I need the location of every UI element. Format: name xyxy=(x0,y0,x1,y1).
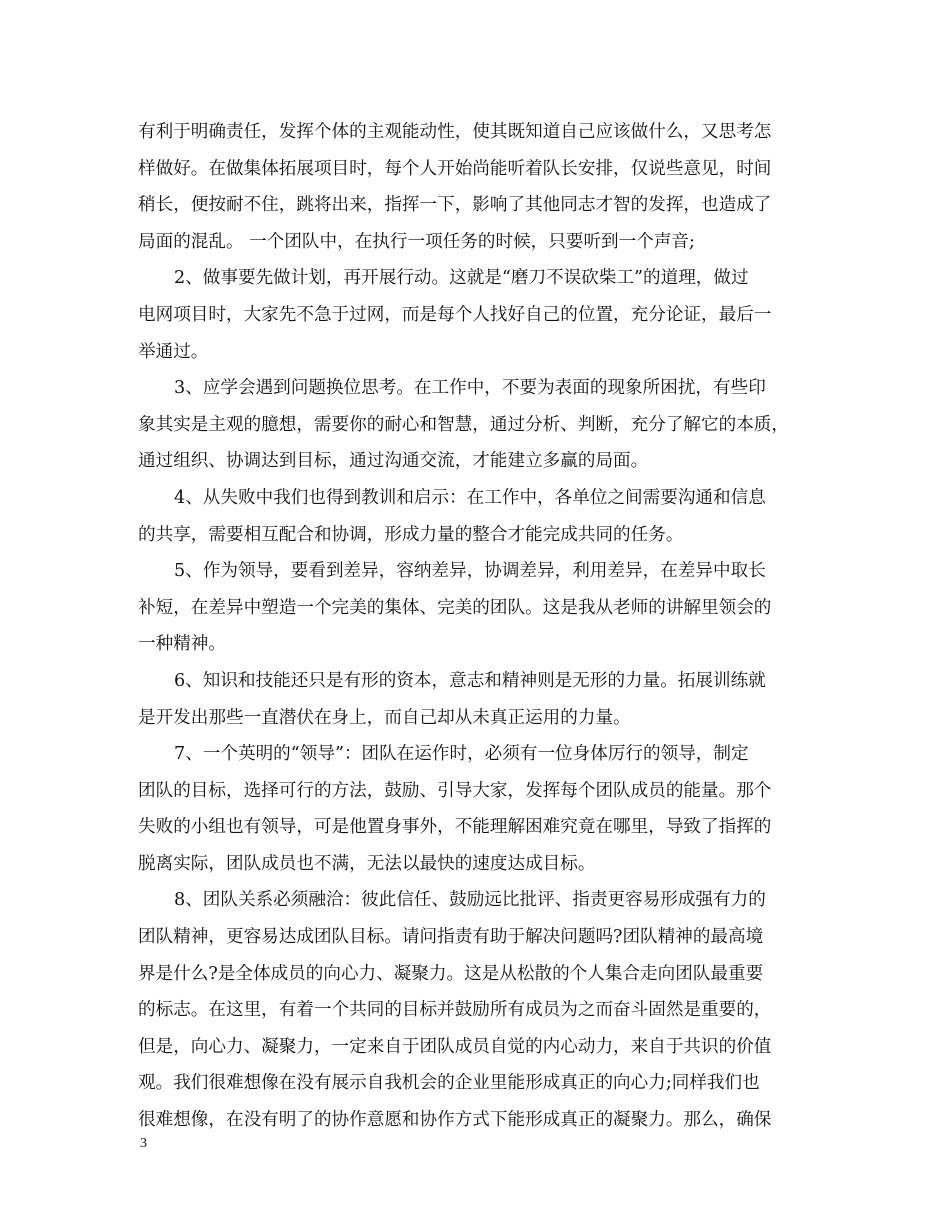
text-line: 举通过。 xyxy=(138,341,209,362)
text-line: 2、做事要先做计划，再开展行动。这就是“磨刀不误砍柴工”的道理，做过 xyxy=(174,268,749,289)
text-line: 观。我们很难想像在没有展示自我机会的企业里能形成真正的向心力;同样我们也 xyxy=(138,1073,760,1094)
text-line: 6、知识和技能还只是有形的资本，意志和精神则是无形的力量。拓展训练就 xyxy=(174,670,766,691)
text-line: 7、一个英明的“领导”：团队在运作时，必须有一位身体厉行的领导，制定 xyxy=(174,744,749,765)
text-line: 团队精神，更容易达成团队目标。请问指责有助于解决问题吗?团队精神的最高境 xyxy=(138,927,764,948)
text-line: 一种精神。 xyxy=(138,634,226,655)
text-line: 稍长，便按耐不住，跳将出来，指挥一下，影响了其他同志才智的发挥，也造成了 xyxy=(138,195,772,216)
text-line: 脱离实际，团队成员也不满，无法以最快的速度达成目标。 xyxy=(138,853,596,874)
text-line: 很难想像，在没有明了的协作意愿和协作方式下能形成真正的凝聚力。那么，确保 xyxy=(138,1110,772,1131)
text-line: 局面的混乱。 一个团队中，在执行一项任务的时候，只要听到一个声音; xyxy=(138,231,695,252)
text-line: 电网项目时，大家先不急于过网，而是每个人找好自己的位置，充分论证，最后一 xyxy=(138,304,772,325)
text-line: 通过组织、协调达到目标，通过沟通交流，才能建立多赢的局面。 xyxy=(138,451,649,472)
text-line: 5、作为领导，要看到差异，容纳差异，协调差异，利用差异，在差异中取长 xyxy=(174,561,766,582)
text-line: 的标志。在这里，有着一个共同的目标并鼓励所有成员为之而奋斗固然是重要的， xyxy=(138,1000,772,1021)
text-line: 有利于明确责任，发挥个体的主观能动性，使其既知道自己应该做什么，又思考怎 xyxy=(138,122,772,142)
text-line: 补短，在差异中塑造一个完美的集体、完美的团队。这是我从老师的讲解里领会的 xyxy=(138,597,772,618)
text-line: 样做好。在做集体拓展项目时，每个人开始尚能听着队长安排，仅说些意见，时间 xyxy=(138,158,772,179)
text-line: 界是什么?是全体成员的向心力、凝聚力。这是从松散的个人集合走向团队最重要 xyxy=(138,963,764,984)
text-line: 但是，向心力、凝聚力，一定来自于团队成员自觉的内心动力，来自于共识的价值 xyxy=(138,1036,772,1057)
page-number: 3 xyxy=(140,1136,147,1151)
text-line: 4、从失败中我们也得到教训和启示：在工作中，各单位之间需要沟通和信息 xyxy=(174,487,766,508)
body-text xyxy=(138,114,822,1139)
text-line: 的共享，需要相互配合和协调，形成力量的整合才能完成共同的任务。 xyxy=(138,524,684,545)
text-line: 3、应学会遇到问题换位思考。在工作中，不要为表面的现象所困扰，有些印 xyxy=(174,378,766,399)
text-line: 象其实是主观的臆想，需要你的耐心和智慧，通过分析、判断，充分了解它的本质， xyxy=(138,414,789,435)
text-line: 是开发出那些一直潜伏在身上，而自己却从未真正运用的力量。 xyxy=(138,707,631,728)
text-line: 失败的小组也有领导，可是他置身事外，不能理解困难究竟在哪里，导致了指挥的 xyxy=(138,817,772,838)
text-line: 8、团队关系必须融洽：彼此信任、鼓励远比批评、指责更容易形成强有力的 xyxy=(174,890,766,911)
text-line: 团队的目标，选择可行的方法，鼓励、引导大家，发挥每个团队成员的能量。那个 xyxy=(138,780,772,801)
